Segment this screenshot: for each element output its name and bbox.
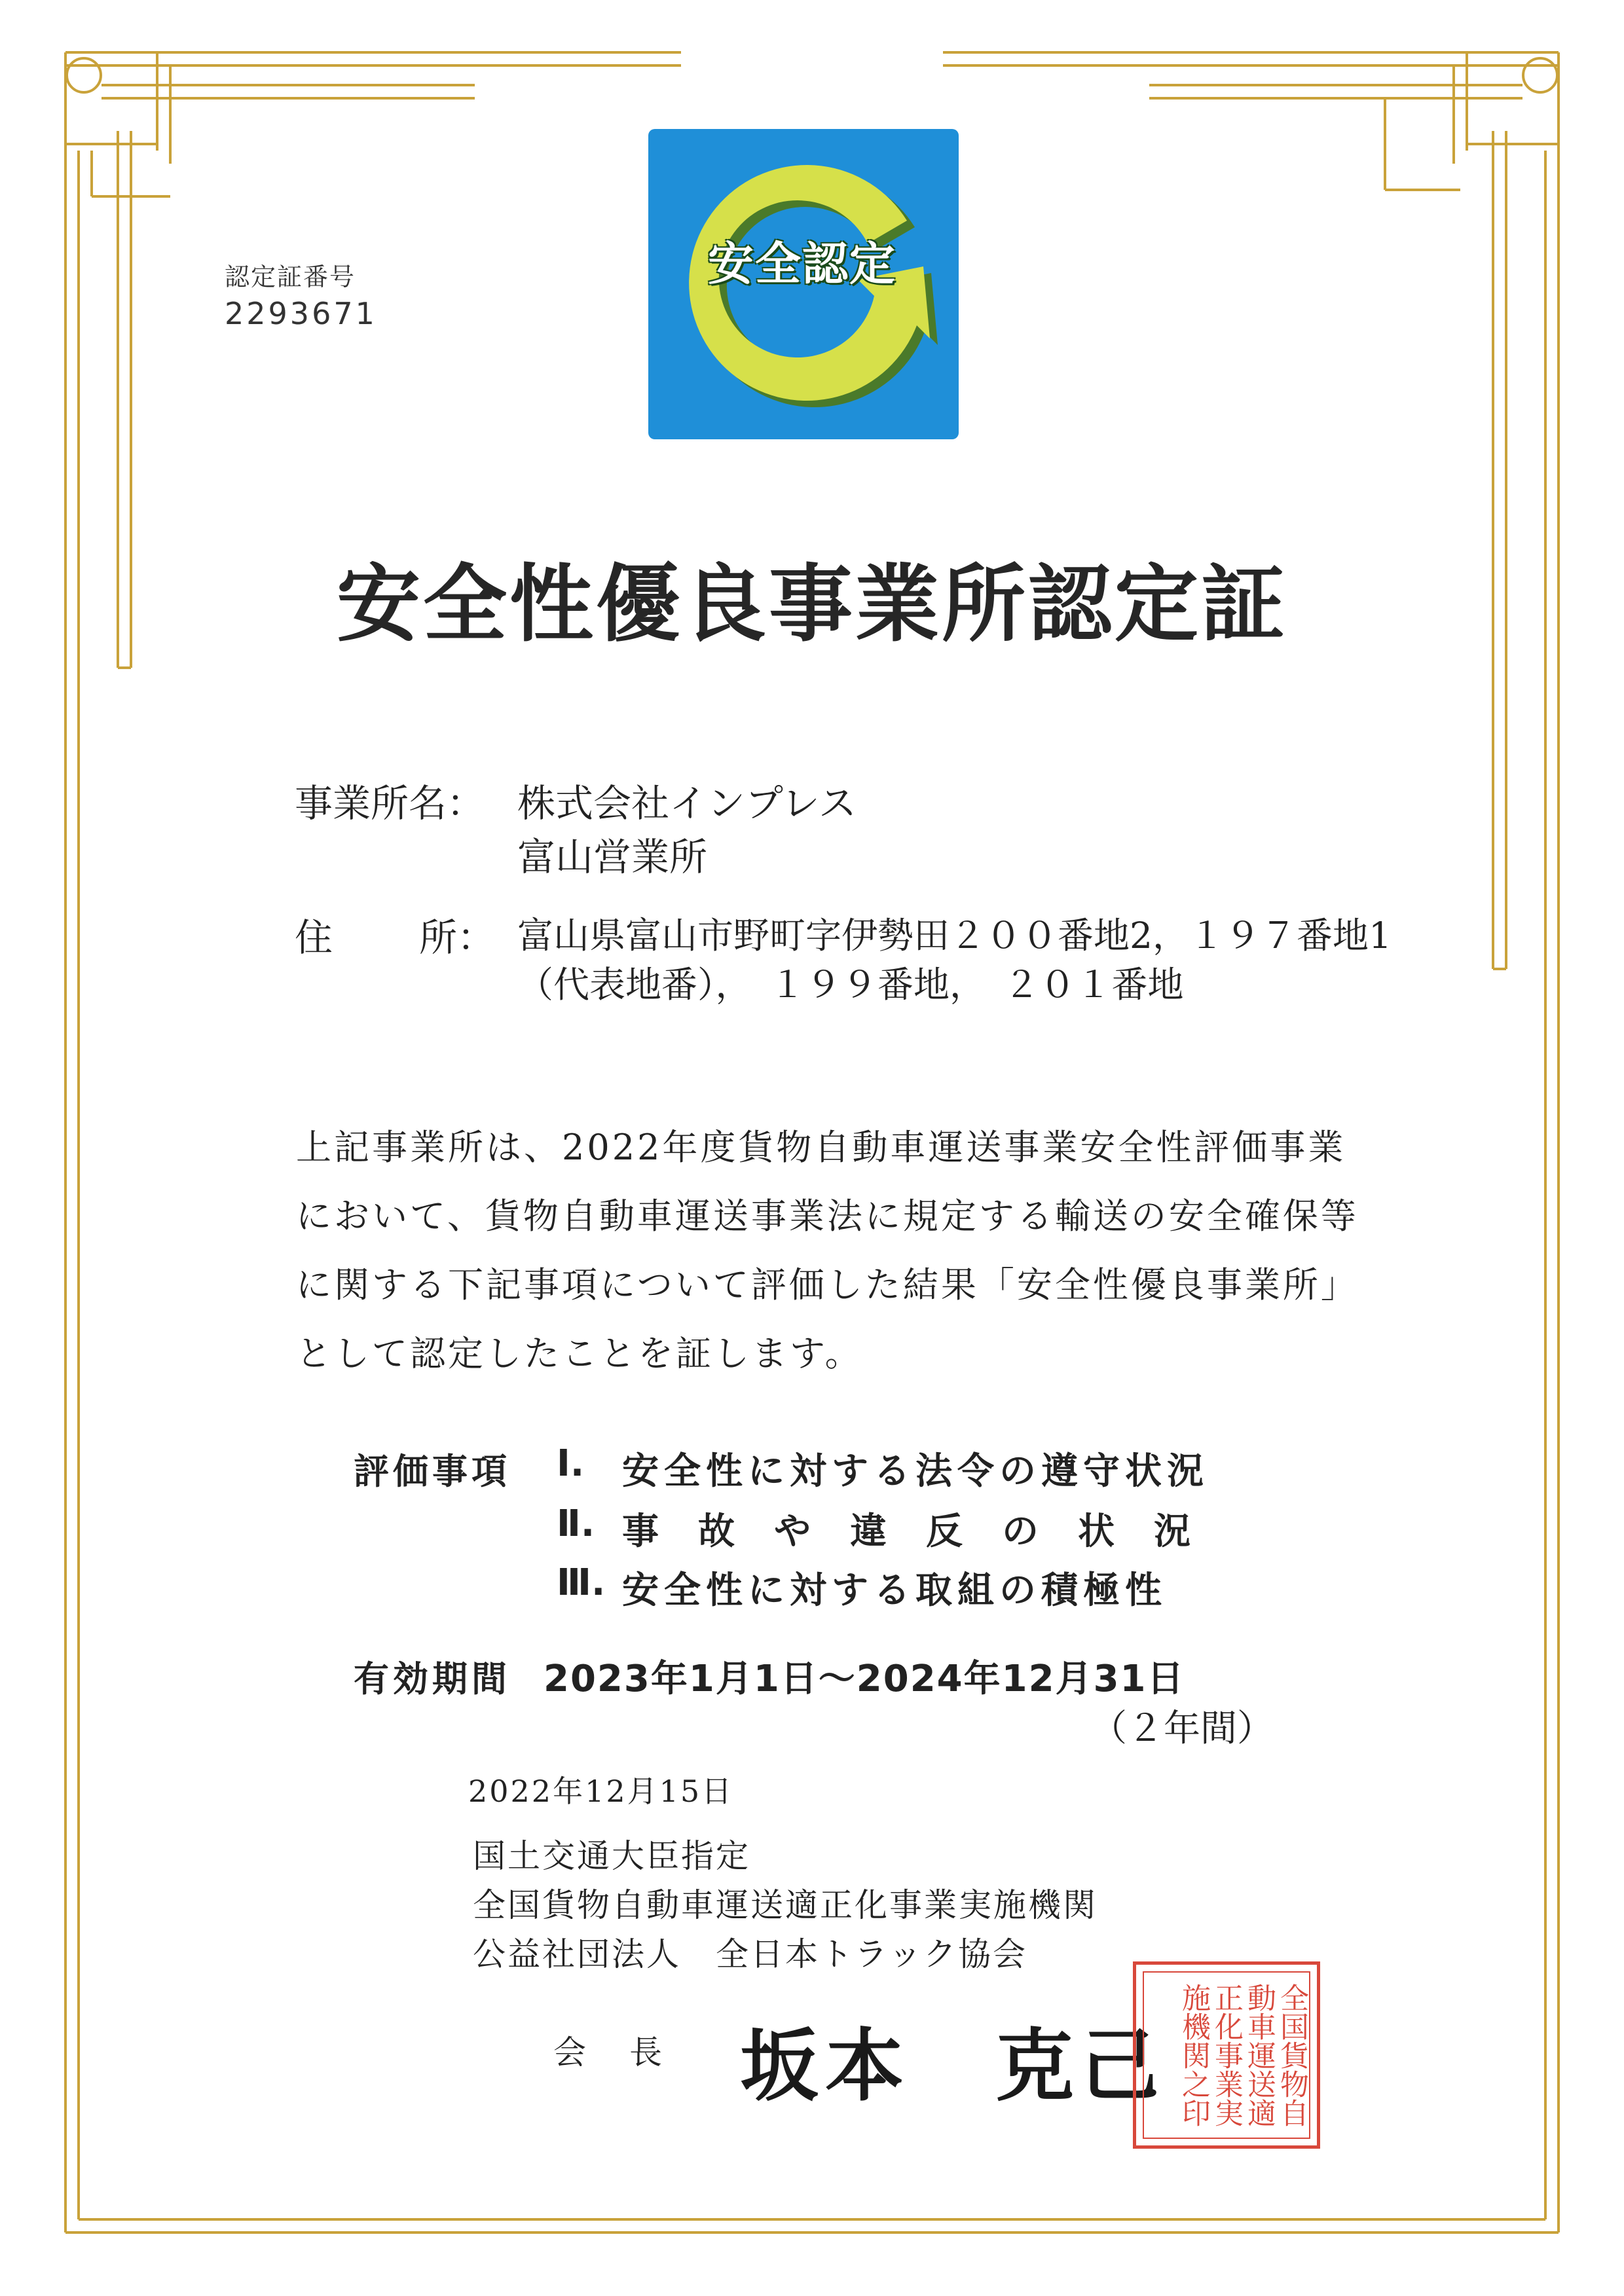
- evaluation-item-numeral: Ⅱ.: [557, 1503, 595, 1545]
- evaluation-label: 評価事項: [354, 1451, 511, 1492]
- page-title: 安全性優良事業所認定証: [336, 556, 1287, 653]
- issuer-line2: 全国貨物自動車運送適正化事業実施機関: [473, 1886, 1098, 1924]
- validity-label: 有効期間: [354, 1658, 511, 1700]
- evaluation-item-text: 事 故 や 違 反 の 状 況: [622, 1510, 1192, 1553]
- issuer-line1: 国土交通大臣指定: [473, 1837, 750, 1875]
- evaluation-item-text: 安全性に対する取組の積極性: [622, 1569, 1167, 1612]
- safety-certification-logo: [648, 129, 959, 439]
- address-label-char2: 所：: [419, 915, 496, 960]
- chair-label: 会 長: [553, 2033, 667, 2071]
- address-line2: （代表地番）， １９９番地， ２０１番地: [517, 964, 1184, 1006]
- logo-text: 安全認定: [708, 237, 896, 291]
- validity-duration: （２年間）: [1090, 1707, 1274, 1750]
- office-label: 事業所名：: [295, 781, 485, 826]
- certificate-number-label: 認定証番号: [225, 263, 356, 291]
- evaluation-item-text: 安全性に対する法令の遵守状況: [622, 1450, 1209, 1493]
- body-line-1: 上記事業所は、2022年度貨物自動車運送事業安全性評価事業: [296, 1127, 1346, 1168]
- seal-text: 全国貨物自動車運送適正化事業実施機関之印: [1177, 1983, 1308, 2127]
- office-name-line1: 株式会社インプレス: [517, 781, 857, 826]
- validity-period: 2023年1月1日～2024年12月31日: [544, 1658, 1185, 1700]
- office-name-line2: 富山営業所: [517, 835, 708, 879]
- official-seal: [1133, 1961, 1320, 2149]
- issue-date: 2022年12月15日: [468, 1774, 734, 1809]
- body-line-2: において、貨物自動車運送事業法に規定する輸送の安全確保等: [296, 1195, 1359, 1237]
- evaluation-item-numeral: Ⅲ.: [557, 1561, 606, 1604]
- body-line-4: として認定したことを証します。: [296, 1333, 863, 1374]
- evaluation-item-numeral: Ⅰ.: [557, 1442, 585, 1485]
- certificate-number: 2293671: [225, 296, 377, 331]
- issuer-line3: 公益社団法人 全日本トラック協会: [473, 1935, 1027, 1973]
- chair-name: 坂本 克己: [740, 2020, 1166, 2112]
- body-line-3: に関する下記事項について評価した結果「安全性優良事業所」: [296, 1264, 1359, 1305]
- address-label-char1: 住: [295, 915, 333, 960]
- address-line1: 富山県富山市野町字伊勢田２００番地2，１９７番地1: [517, 915, 1392, 957]
